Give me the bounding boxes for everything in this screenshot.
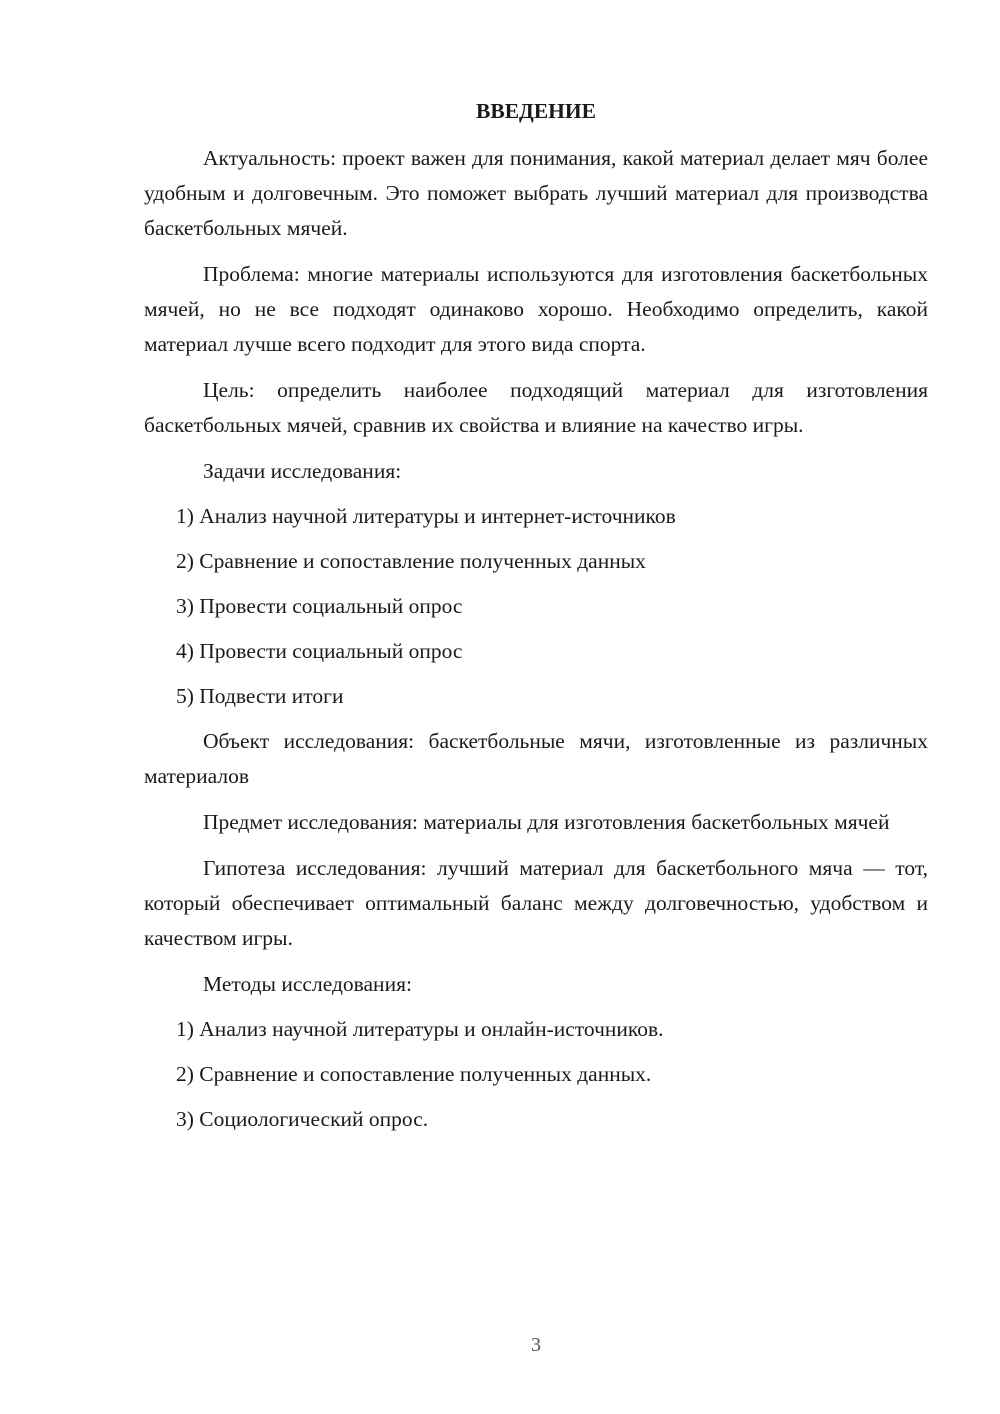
page-content	[144, 94, 928, 1147]
list-item: 4) Провести социальный опрос	[176, 639, 463, 663]
subject-paragraph: Предмет исследования: материалы для изготовления баскетбольных мячей	[203, 810, 890, 834]
list-item: 3) Социологический опрос.	[176, 1107, 429, 1131]
tasks-list	[144, 499, 928, 714]
methods-heading: Методы исследования:	[203, 972, 412, 996]
relevance-paragraph: Актуальность: проект важен для понимания, какой материал делает мяч более удобным и долговечным. Это поможет выбрать лучший материал для производства баскетбольных мячей.	[144, 146, 928, 240]
list-item: 1) Анализ научной литературы и онлайн-источников.	[176, 1017, 664, 1041]
object-paragraph: Объект исследования: баскетбольные мячи, изготовленные из различных материалов	[144, 729, 928, 788]
list-item: 1) Анализ научной литературы и интернет-источников	[176, 504, 676, 528]
problem-paragraph: Проблема: многие материалы используются для изготовления баскетбольных мячей, но не все подходят одинаково хорошо. Необходимо определить, какой материал лучше всего подходит для этого вида спорта.	[144, 262, 928, 356]
list-item: 2) Сравнение и сопоставление полученных данных.	[176, 1062, 652, 1086]
page-number: 3	[531, 1334, 541, 1356]
list-item: 3) Провести социальный опрос	[176, 594, 463, 618]
section-title: ВВЕДЕНИЕ	[476, 99, 596, 123]
goal-paragraph: Цель: определить наиболее подходящий материал для изготовления баскетбольных мячей, сравнив их свойства и влияние на качество игры.	[144, 378, 928, 437]
tasks-heading: Задачи исследования:	[203, 459, 402, 483]
hypothesis-paragraph: Гипотеза исследования: лучший материал для баскетбольного мяча — тот, который обеспечивает оптимальный баланс между долговечностью, удобством и качеством игры.	[144, 856, 928, 950]
list-item: 5) Подвести итоги	[176, 684, 344, 708]
methods-list	[144, 1012, 928, 1137]
list-item: 2) Сравнение и сопоставление полученных данных	[176, 549, 646, 573]
